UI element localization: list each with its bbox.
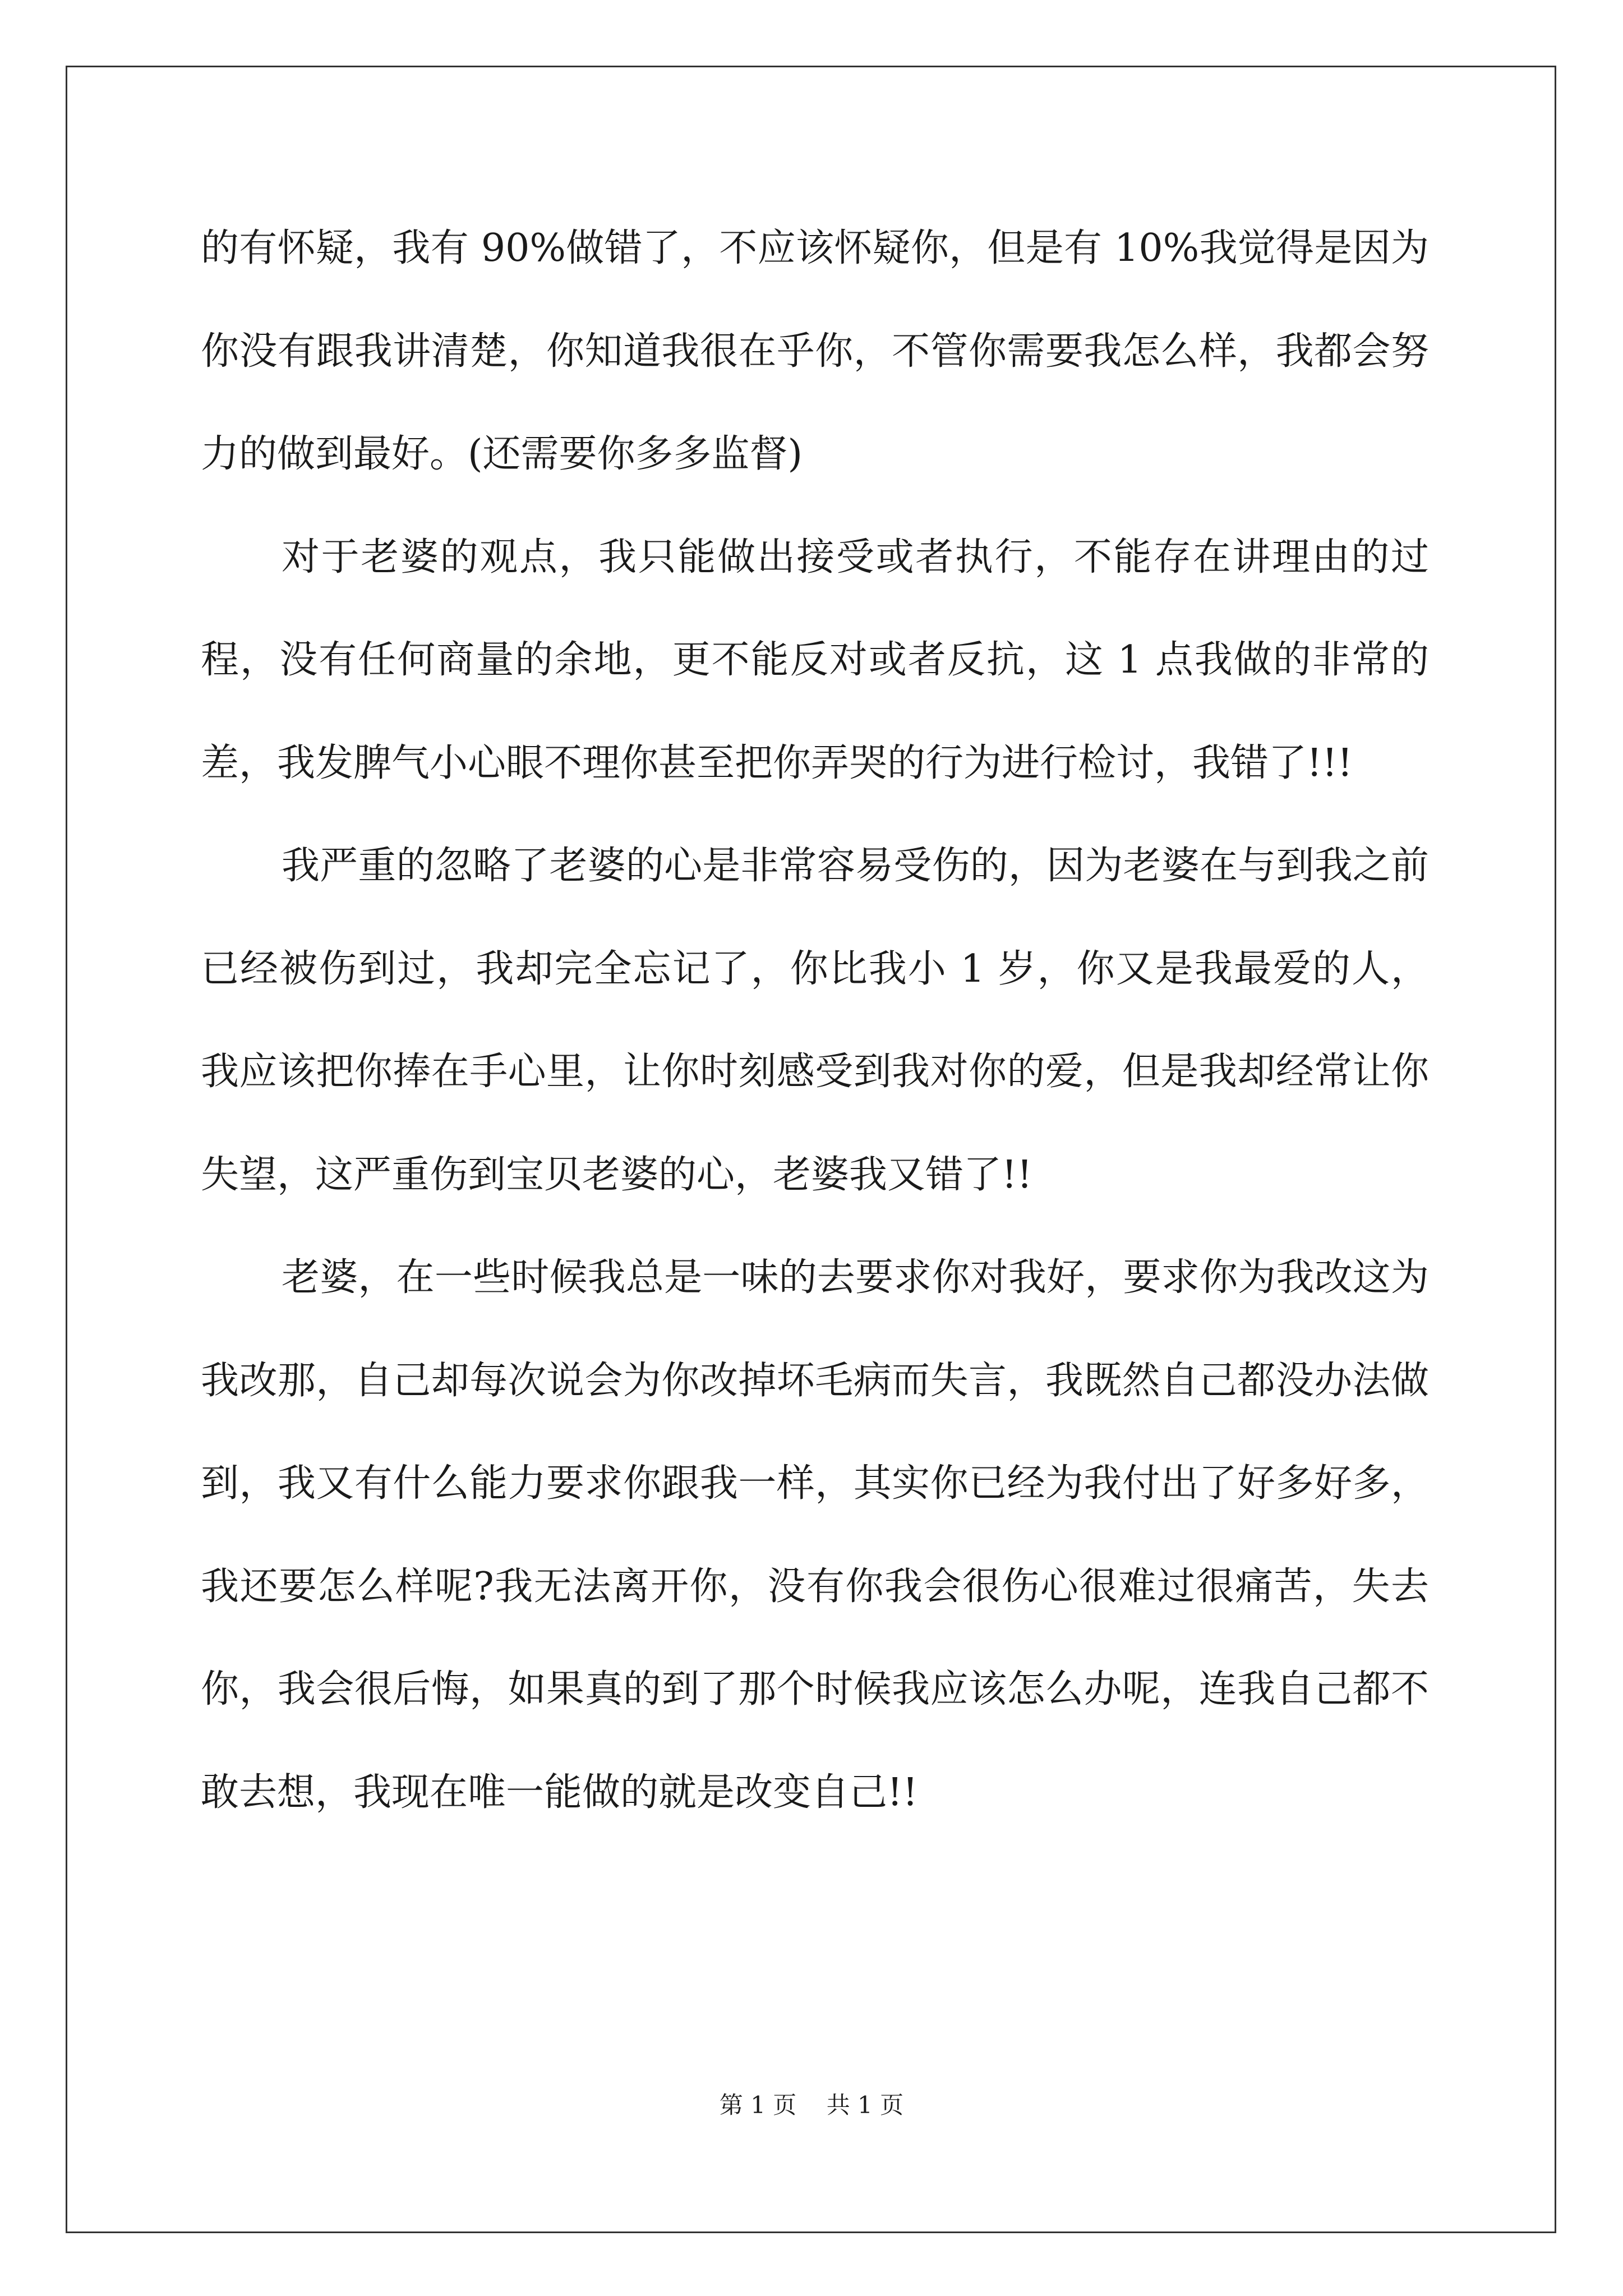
document-body — [201, 197, 1429, 1844]
paragraph-1: 的有怀疑，我有 90%做错了，不应该怀疑你，但是有 10%我觉得是因为你没有跟我讲清楚，你知道我很在乎你，不管你需要我怎么样，我都会努力的做到最好。(还需要你多多监督) — [201, 226, 1429, 476]
paragraph-4: 老婆，在一些时候我总是一味的去要求你对我好，要求你为我改这为我改那，自己却每次说会为你改掉坏毛病而失言，我既然自己都没办法做到，我又有什么能力要求你跟我一样，其实你已经为我付出了好多好多，我还要怎么样呢?我无法离开你，没有你我会很伤心很难过很痛苦，失去你，我会很后悔，如果真的到了那个时候我应该怎么办呢，连我自己都不敢去想，我现在唯一能做的就是改变自己!! — [201, 1255, 1429, 1815]
paragraph-2: 对于老婆的观点，我只能做出接受或者执行，不能存在讲理由的过程，没有任何商量的余地，更不能反对或者反抗，这 1 点我做的非常的差，我发脾气小心眼不理你甚至把你弄哭的行为进行检讨，我错了!!! — [201, 535, 1429, 785]
paragraph-3: 我严重的忽略了老婆的心是非常容易受伤的，因为老婆在与到我之前已经被伤到过，我却完全忘记了，你比我小 1 岁，你又是我最爱的人，我应该把你捧在手心里，让你时刻感受到我对你的爱，但是我却经常让你失望，这严重伤到宝贝老婆的心，老婆我又错了!! — [201, 844, 1429, 1197]
page-number-footer: 第 1 页 共 1 页 — [719, 2091, 904, 2119]
